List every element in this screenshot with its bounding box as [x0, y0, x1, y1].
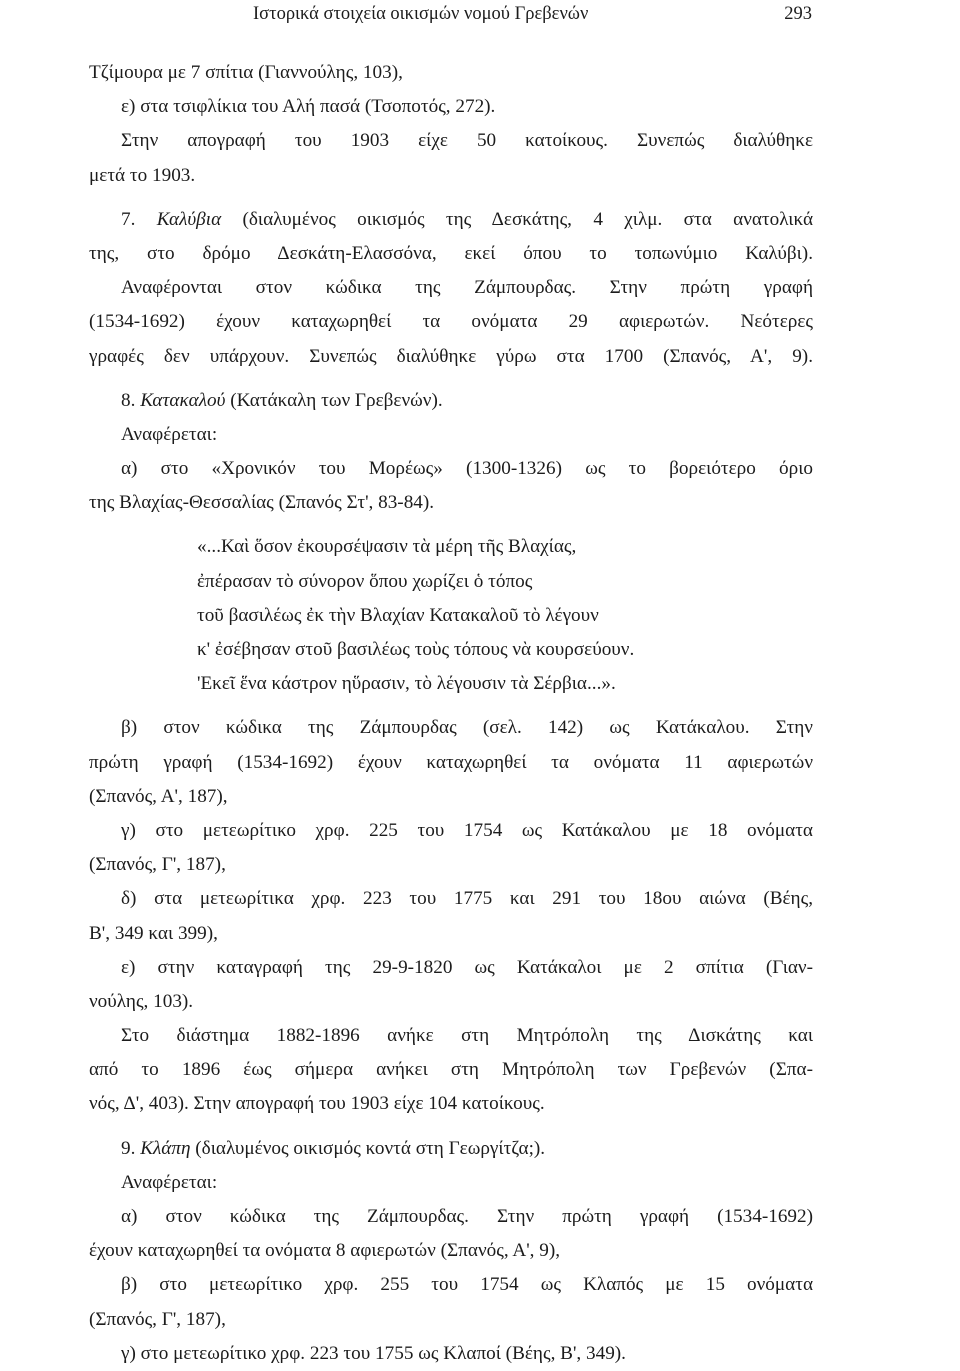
line-text: έχουν καταχωρηθεί τα ονόματα 8 αφιερωτών (Σπανός, Α', 9),	[89, 1240, 561, 1262]
entry-number: 8.	[121, 389, 141, 411]
text-line	[89, 985, 813, 1019]
paragraph-gap	[89, 374, 813, 384]
text-line	[89, 1019, 813, 1053]
line-text: α) στον κώδικα της Ζάμπουρδας. Στην πρώτη γραφή (1534-1692)	[121, 1206, 813, 1227]
line-text: πρώτη γραφή (1534-1692) έχουν καταχωρηθεί τα ονόματα 11 αφιερωτών	[89, 751, 813, 773]
line-text: Αναφέρεται:	[121, 423, 218, 445]
line-text: Στην απογραφή του 1903 είχε 50 κατοίκους. Συνεπώς διαλύθηκε	[121, 130, 813, 152]
line-text: Β', 349 και 399),	[89, 922, 218, 944]
paragraph-gap	[89, 520, 813, 530]
line-text: της, στο δρόμο Δεσκάτη-Ελασσόνα, εκεί όπου το τοπωνύμιο Καλύβι).	[89, 242, 813, 264]
text-line	[89, 1303, 813, 1337]
line-text: (Κατάκαλη των Γρεβενών).	[225, 389, 443, 411]
text-line	[89, 237, 813, 271]
line-text: της Βλαχίας-Θεσσαλίας (Σπανός Στ', 83-84).	[89, 492, 435, 514]
place-name: Καλύβια	[156, 208, 222, 230]
place-name: Κατακαλού	[140, 389, 226, 411]
text-line	[89, 56, 813, 90]
line-text: β) στον κώδικα της Ζάμπουρδας (σελ. 142) ως Κατάκαλου. Στην	[121, 717, 813, 739]
line-text: (διαλυμένος οικισμός κοντά στη Γεωργίτζα;).	[190, 1137, 546, 1159]
line-text: Τζίμουρα με 7 σπίτια (Γιαννούλης, 103),	[89, 62, 403, 83]
entry-number: 9.	[121, 1137, 141, 1159]
line-text: δ) στα μετεωρίτικα χρφ. 223 του 1775 και 291 του 18ου αιώνα (Βέης,	[121, 888, 813, 910]
text-line	[89, 452, 813, 486]
line-text: (1534-1692) έχουν καταχωρηθεί τα ονόματα 29 αφιερωτών. Νεότερες	[89, 311, 813, 333]
text-line	[89, 124, 813, 158]
line-text: ε) στα τσιφλίκια του Αλή πασά (Τσοποτός, 272).	[121, 96, 496, 118]
text-line	[89, 780, 813, 814]
line-text: νούλης, 103).	[89, 990, 194, 1012]
text-line	[89, 599, 813, 633]
text-line	[89, 814, 813, 848]
paragraph-gap	[89, 701, 813, 711]
line-text: γ) στο μετεωρίτικο χρφ. 223 του 1755 ως Κλαποί (Βέης, Β', 349).	[121, 1342, 626, 1364]
line-text: (Σπανός, Α', 187),	[89, 785, 228, 807]
line-text: «...Καὶ ὅσον ἐκουρσέψασιν τὰ μέρη τῆς Βλαχίας,	[197, 536, 577, 558]
line-text: (Σπανός, Γ', 187),	[89, 1308, 226, 1330]
text-line	[89, 1200, 813, 1234]
text-line	[89, 917, 813, 951]
page-number: 293	[784, 4, 812, 24]
line-text: μετά το 1903.	[89, 164, 196, 186]
text-line	[89, 530, 813, 564]
text-line	[89, 384, 813, 418]
place-name: Κλάπη	[140, 1137, 191, 1159]
text-line	[89, 340, 813, 374]
text-line	[89, 203, 813, 237]
text-line	[89, 159, 813, 193]
line-text: Αναφέρονται στον κώδικα της Ζάμπουρδας. Στην πρώτη γραφή	[121, 277, 813, 299]
text-line	[89, 271, 813, 305]
line-text: Στο διάστημα 1882-1896 ανήκε στη Μητρόπολη της Δισκάτης και	[121, 1025, 813, 1047]
paragraph-gap	[89, 1122, 813, 1132]
text-line	[89, 1268, 813, 1302]
text-line	[89, 1166, 813, 1200]
text-line	[89, 711, 813, 745]
text-line	[89, 882, 813, 916]
paragraph-gap	[89, 193, 813, 203]
text-line	[89, 848, 813, 882]
text-line	[89, 1132, 813, 1166]
line-text: (διαλυμένος οικισμός της Δεσκάτης, 4 χιλμ. στα ανατολικά	[221, 208, 813, 230]
line-text: ἐπέρασαν τὸ σύνορον ὅπου χωρίζει ὁ τόπος	[197, 570, 533, 592]
line-text: γραφές δεν υπάρχουν. Συνεπώς διαλύθηκε γύρω στα 1700 (Σπανός, Α', 9).	[89, 345, 813, 367]
running-title: Ιστορικά στοιχεία οικισμών νομού Γρεβενών	[253, 4, 589, 24]
text-line	[89, 1234, 813, 1268]
line-text: ε) στην καταγραφή της 29-9-1820 ως Κατάκαλοι με 2 σπίτια (Γιαν-	[121, 956, 813, 978]
text-line	[89, 565, 813, 599]
line-text: γ) στο μετεωρίτικο χρφ. 225 του 1754 ως Κατάκαλου με 18 ονόματα	[121, 819, 813, 841]
text-line	[89, 667, 813, 701]
text-line	[89, 1337, 813, 1371]
text-line	[89, 633, 813, 667]
text-line	[89, 90, 813, 124]
text-line	[89, 486, 813, 520]
line-text: τοῦ βασιλέως ἐκ τὴν Βλαχίαν Κατακαλοῦ τὸ λέγουν	[197, 604, 599, 626]
text-line	[89, 418, 813, 452]
line-text: κ' ἐσέβησαν στοῦ βασιλέως τοὺς τόπους νὰ κουρσεύουν.	[197, 639, 635, 660]
line-text: α) στο «Χρονικόν του Μορέως» (1300-1326) ως το βορειότερο όριο	[121, 458, 813, 480]
line-text: (Σπανός, Γ', 187),	[89, 854, 226, 876]
text-line	[89, 951, 813, 985]
line-text: β) στο μετεωρίτικο χρφ. 255 του 1754 ως Κλαπός με 15 ονόματα	[121, 1274, 813, 1296]
running-header	[0, 4, 960, 28]
line-text: νός, Δ', 403). Στην απογραφή του 1903 είχε 104 κατοίκους.	[89, 1093, 545, 1115]
text-line	[89, 746, 813, 780]
text-line	[89, 1053, 813, 1087]
line-text: 'Εκεῖ ἕνα κάστρον ηὕρασιν, τὸ λέγουσιν τὰ Σέρβια...».	[197, 673, 616, 695]
text-line	[89, 305, 813, 339]
body-text	[89, 56, 813, 1371]
text-line	[89, 1087, 813, 1121]
line-text: από το 1896 έως σήμερα ανήκει στη Μητρόπολη των Γρεβενών (Σπα-	[89, 1059, 813, 1081]
line-text: Αναφέρεται:	[121, 1171, 218, 1193]
entry-number: 7.	[121, 208, 157, 230]
